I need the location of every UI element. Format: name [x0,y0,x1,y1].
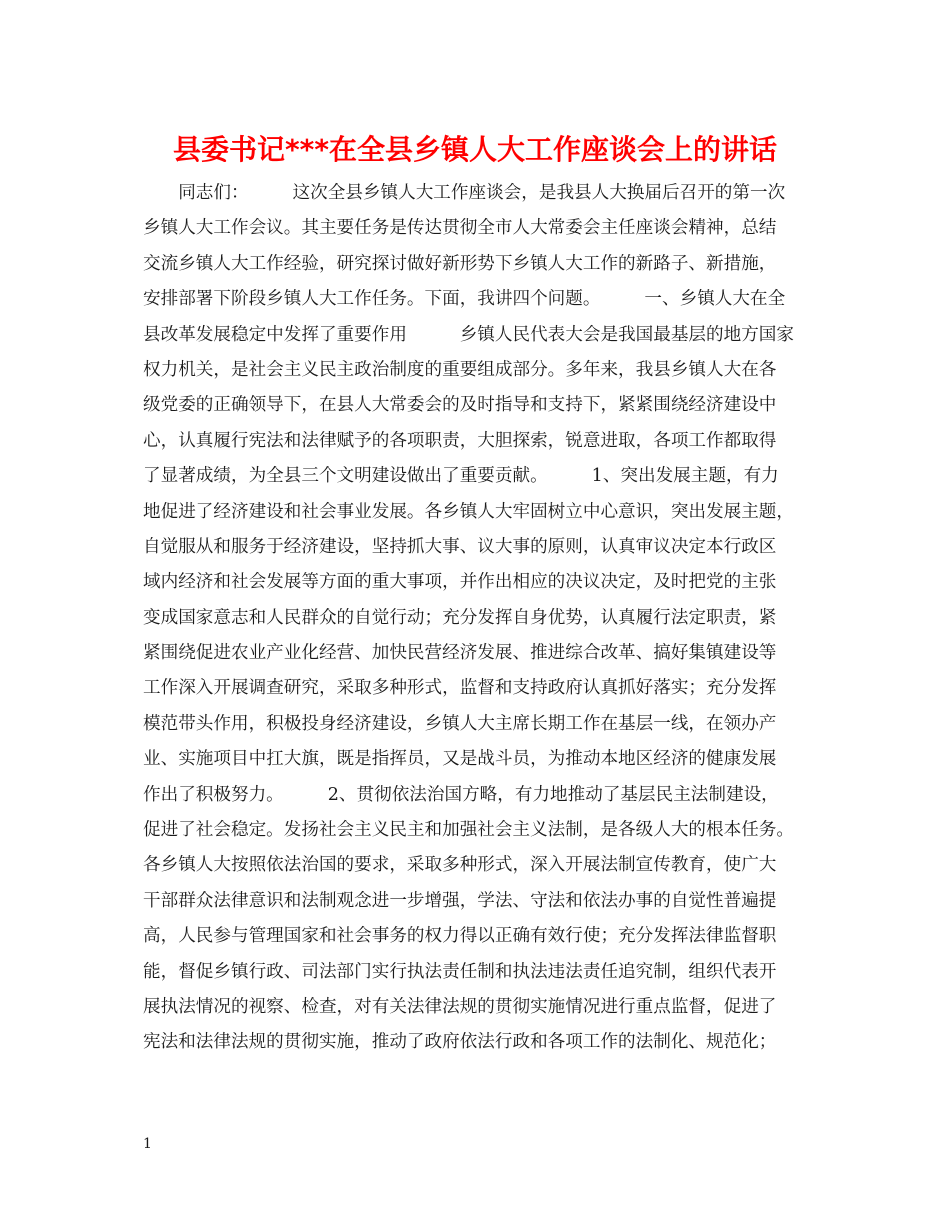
body-line: 交流乡镇人大工作经验，研究探讨做好新形势下乡镇人大工作的新路子、新措施， [143,253,777,274]
body-line: 域内经济和社会发展等方面的重大事项，并作出相应的决议决定，及时把党的主张 [143,572,777,593]
body-line: 宪法和法律法规的贯彻实施，推动了政府依法行政和各项工作的法制化、规范化； [143,1032,777,1053]
body-line: 地促进了经济建设和社会事业发展。各乡镇人大牢固树立中心意识，突出发展主题， [143,501,794,522]
body-line: 自觉服从和服务于经济建设，坚持抓大事、议大事的原则，认真审议决定本行政区 [143,536,777,557]
body-line: 县改革发展稳定中发挥了重要作用 乡镇人民代表大会是我国最基层的地方国家 [143,324,794,345]
body-line: 乡镇人大工作会议。其主要任务是传达贯彻全市人大常委会主任座谈会精神，总结 [143,218,777,239]
body-line: 能，督促乡镇行政、司法部门实行执法责任制和执法违法责任追究制，组织代表开 [143,961,777,982]
body-line: 高，人民参与管理国家和社会事务的权力得以正确有效行使；充分发挥法律监督职 [143,926,777,947]
page-number: 1 [143,1136,152,1152]
body-line: 安排部署下阶段乡镇人大工作任务。下面，我讲四个问题。 一、乡镇人大在全 [143,289,786,310]
speech-body [143,176,827,1061]
body-line: 模范带头作用，积极投身经济建设，乡镇人大主席长期工作在基层一线，在领办产 [143,713,777,734]
body-line: 心，认真履行宪法和法律赋予的各项职责，大胆探索，锐意进取，各项工作都取得 [143,430,777,451]
body-line: 权力机关，是社会主义民主政治制度的重要组成部分。多年来，我县乡镇人大在各 [143,359,777,380]
body-line: 业、实施项目中扛大旗，既是指挥员，又是战斗员，为推动本地区经济的健康发展 [143,749,777,770]
body-line: 展执法情况的视察、检查，对有关法律法规的贯彻实施情况进行重点监督，促进了 [143,996,777,1017]
document-title: 县委书记***在全县乡镇人大工作座谈会上的讲话 [173,133,777,166]
body-line: 作出了积极努力。 2、贯彻依法治国方略，有力地推动了基层民主法制建设， [143,784,779,805]
body-line: 促进了社会稳定。发扬社会主义民主和加强社会主义法制，是各级人大的根本任务。 [143,820,794,841]
body-line: 了显著成绩，为全县三个文明建设做出了重要贡献。 1、突出发展主题，有力 [143,466,779,487]
body-line: 紧围绕促进农业产业化经营、加快民营经济发展、推进综合改革、搞好集镇建设等 [143,643,777,664]
body-line: 各乡镇人大按照依法治国的要求，采取多种形式，深入开展法制宣传教育，使广大 [143,855,777,876]
body-line: 变成国家意志和人民群众的自觉行动；充分发挥自身优势，认真履行法定职责，紧 [143,607,777,628]
body-line: 工作深入开展调查研究，采取多种形式，监督和支持政府认真抓好落实；充分发挥 [143,678,777,699]
body-line: 同志们： 这次全县乡镇人大工作座谈会，是我县人大换届后召开的第一次 [143,183,786,203]
body-line: 干部群众法律意识和法制观念进一步增强，学法、守法和依法办事的自觉性普遍提 [143,890,777,911]
body-line: 级党委的正确领导下，在县人大常委会的及时指导和支持下，紧紧围绕经济建设中 [143,395,777,416]
